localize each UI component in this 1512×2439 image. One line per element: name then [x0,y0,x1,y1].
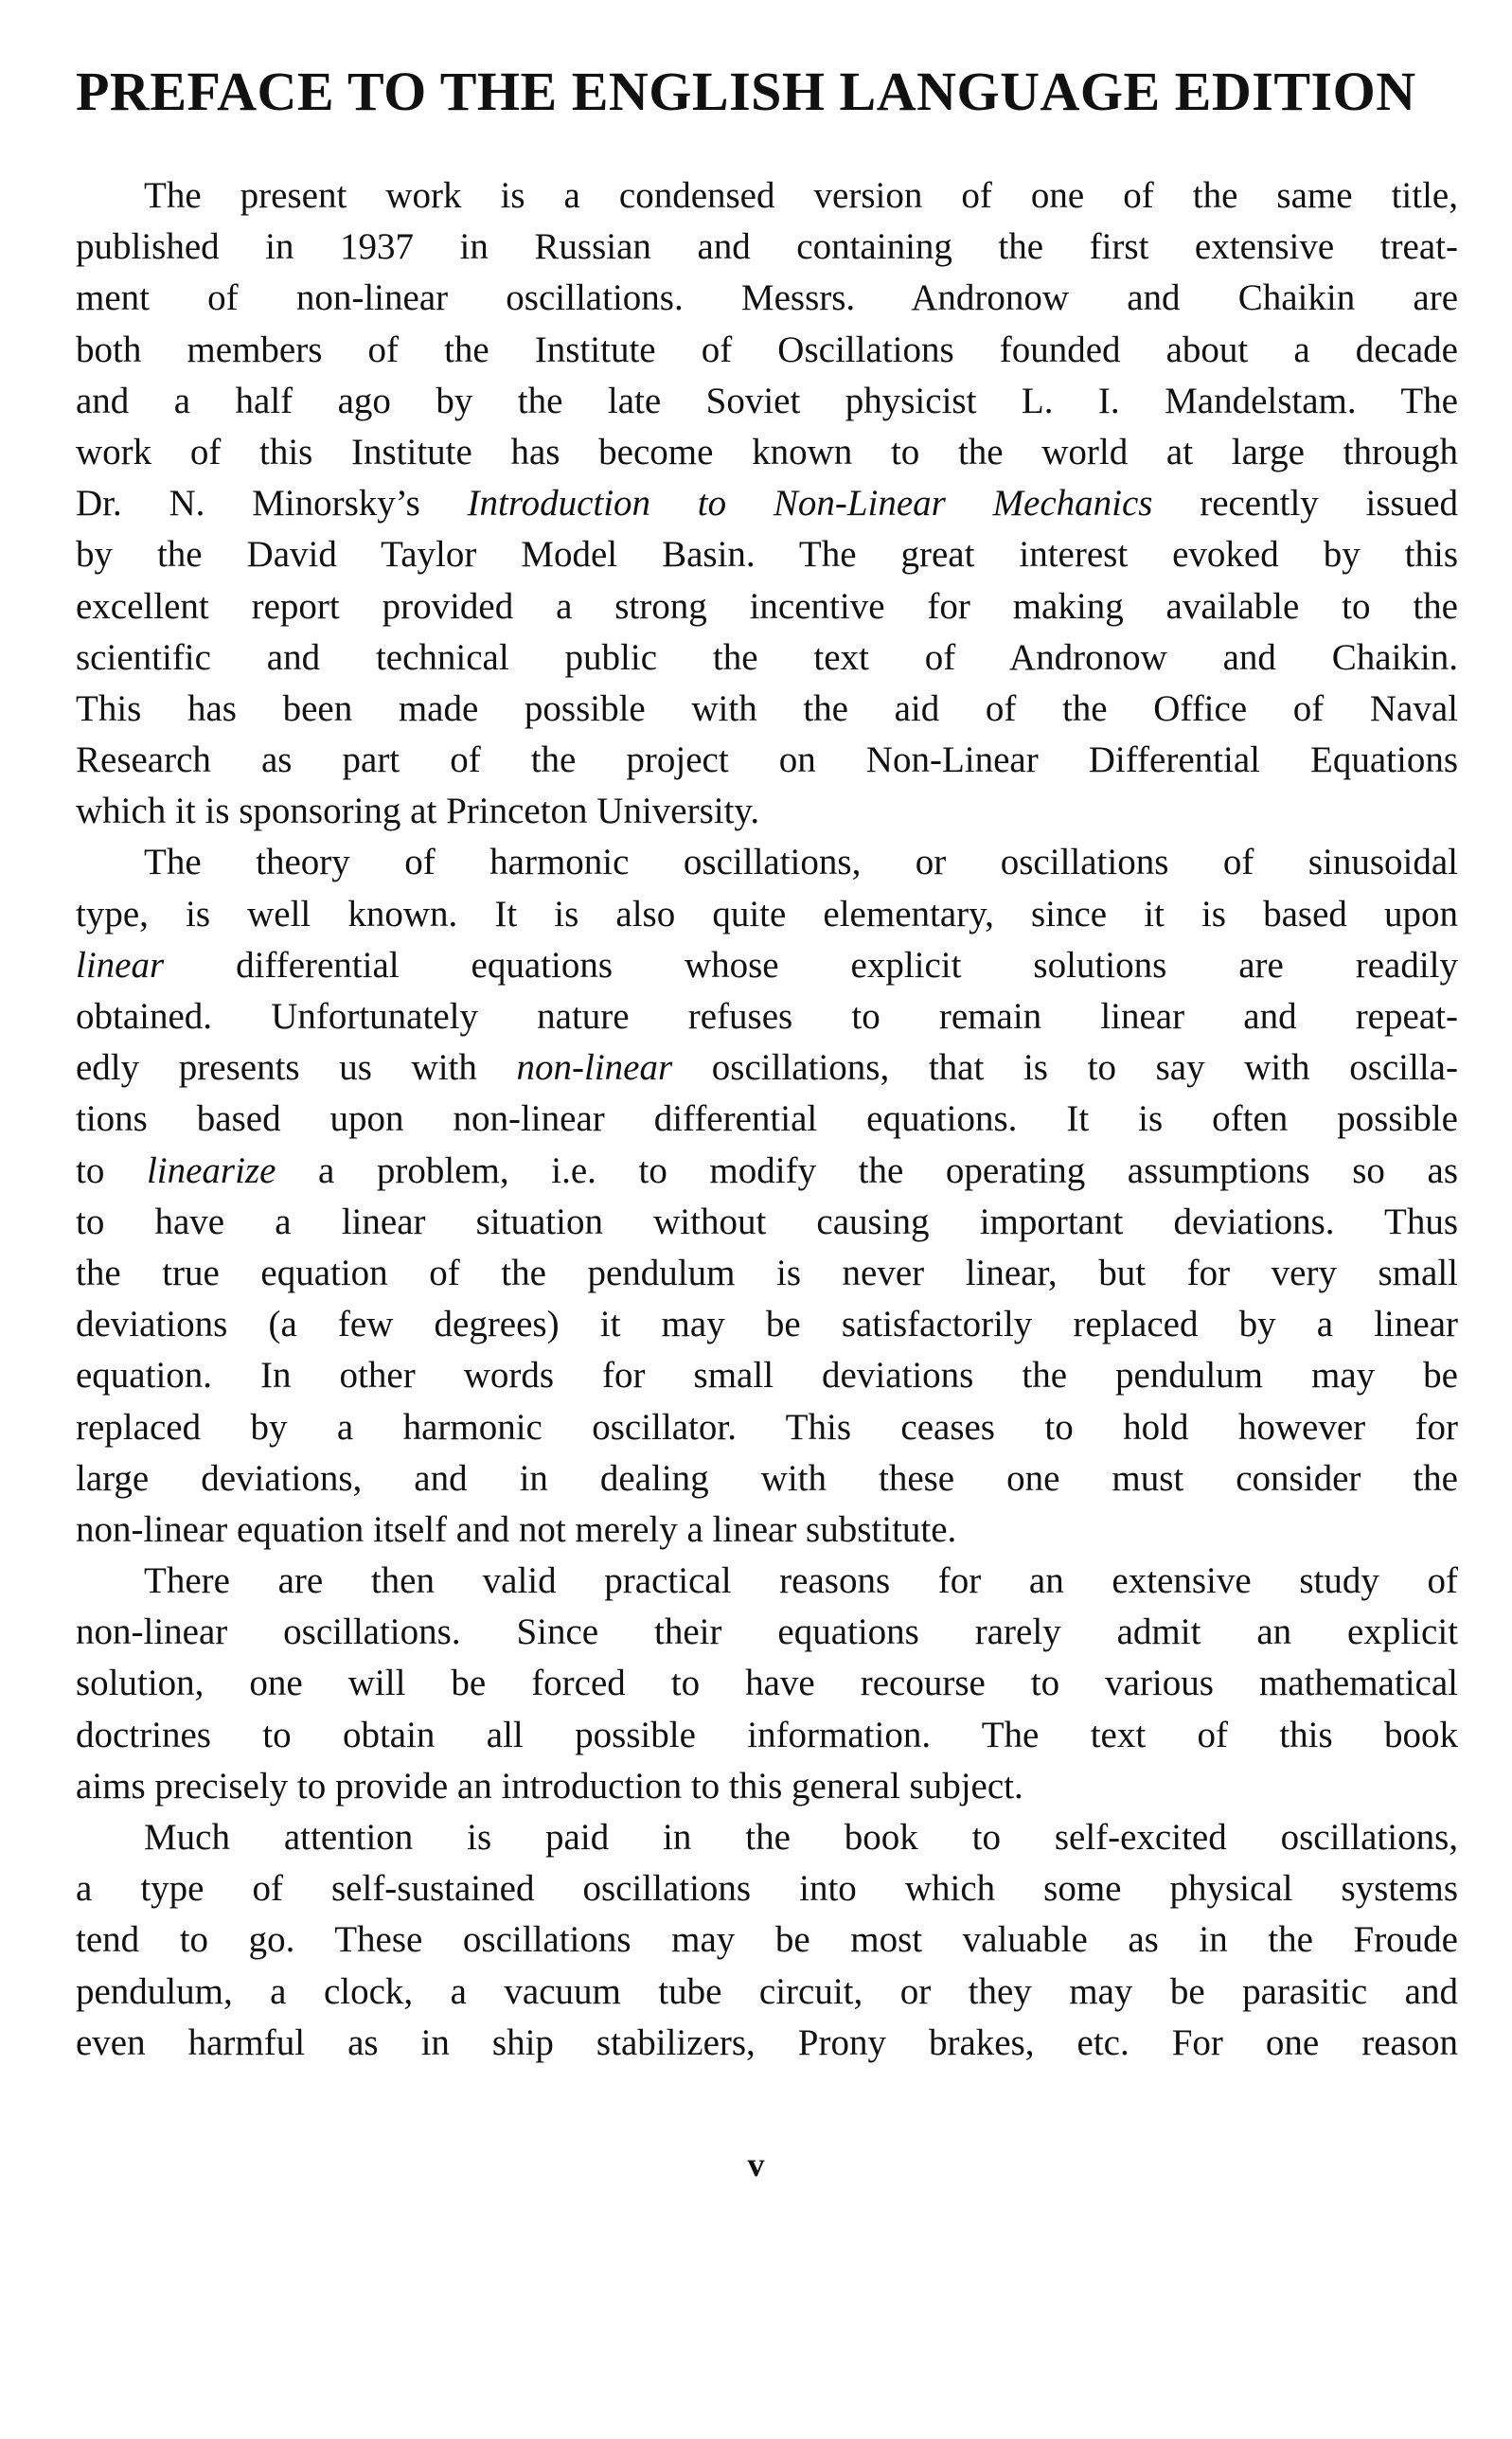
text-line: deviations (a few degrees) it may be satisfactorily replaced by a linear [76,1304,1458,1345]
emphasis: linear [76,944,165,986]
text-line: equation. In other words for small deviations the pendulum may be [76,1355,1458,1397]
text-line: by the David Taylor Model Basin. The great interest evoked by this [76,534,1458,576]
text-line: excellent report provided a strong incentive for making available to the [76,585,1458,627]
paragraph-1 [76,170,1458,837]
text-line: doctrines to obtain all possible information. The text of this book [76,1714,1458,1755]
text-segment: Dr. N. Minorsky’s [76,483,468,525]
text-line: the true equation of the pendulum is never linear, but for very small [76,1252,1458,1293]
text-line: published in 1937 in Russian and containing the first extensive treat- [76,226,1458,268]
paragraph-4 [76,1812,1458,2069]
text-line: and a half ago by the late Soviet physicist L. I. Mandelstam. The [76,380,1458,421]
text-segment: oscillations, that is to say with oscilla- [672,1047,1458,1089]
text-line: both members of the Institute of Oscillations founded about a decade [76,329,1458,370]
text-line: Research as part of the project on Non-Linear Differential Equations [76,739,1458,781]
text-segment: to [76,1149,147,1191]
text-line: tend to go. These oscillations may be most valuable as in the Froude [76,1919,1458,1961]
body-text [76,170,1458,2069]
text-line: type, is well known. It is also quite elementary, since it is based upon [76,893,1458,935]
text-line [76,1146,1458,1197]
text-line: large deviations, and in dealing with these one must consider the [76,1457,1458,1499]
emphasis: non-linear [516,1047,673,1089]
text-segment: differential equations whose explicit solutions are readily [164,944,1458,986]
text-line: pendulum, a clock, a vacuum tube circuit, or they may be parasitic and [76,1970,1458,2012]
text-line: Much attention is paid in the book to self-excited oscillations, [144,1817,1458,1858]
text-line: This has been made possible with the aid of the Office of Naval [76,687,1458,729]
text-segment: edly presents us with [76,1047,517,1089]
text-segment: recently issued [1152,483,1458,525]
text-line: even harmful as in ship stabilizers, Prony brakes, etc. For one reason [76,2021,1458,2063]
emphasis: linearize [146,1149,276,1191]
text-line: The present work is a condensed version of one of the same title, [144,175,1458,216]
page-heading: PREFACE TO THE ENGLISH LANGUAGE EDITION [76,61,1416,122]
paragraph-2 [76,837,1458,1556]
text-line: which it is sponsoring at Princeton University. [76,791,760,832]
page-number: v [747,2145,765,2183]
text-line: There are then valid practical reasons for an extensive study of [144,1560,1458,1602]
text-line: obtained. Unfortunately nature refuses to remain linear and repeat- [76,996,1458,1037]
text-line: scientific and technical public the text of Andronow and Chaikin. [76,636,1458,678]
text-line [76,940,1458,991]
text-line: tions based upon non-linear differential equations. It is often possible [76,1098,1458,1140]
text-line: non-linear equation itself and not merely a linear substitute. [76,1508,957,1550]
text-line: The theory of harmonic oscillations, or oscillations of sinusoidal [144,842,1458,883]
text-line: non-linear oscillations. Since their equations rarely admit an explicit [76,1611,1458,1653]
text-line: ment of non-linear oscillations. Messrs. Andronow and Chaikin are [76,277,1458,319]
text-line [76,478,1458,529]
text-segment: a problem, i.e. to modify the operating assumptions so as [276,1149,1458,1191]
book-title: Introduction to Non-Linear Mechanics [467,483,1153,525]
text-line: work of this Institute has become known to the world at large through [76,431,1458,472]
text-line: replaced by a harmonic oscillator. This ceases to hold however for [76,1406,1458,1448]
text-line [76,1042,1458,1094]
text-line: aims precisely to provide an introduction to this general subject. [76,1765,1023,1807]
text-line: solution, one will be forced to have recourse to various mathematical [76,1663,1458,1704]
text-line: a type of self-sustained oscillations into which some physical systems [76,1868,1458,1910]
text-line: to have a linear situation without causing important deviations. Thus [76,1201,1458,1242]
paragraph-3 [76,1556,1458,1812]
